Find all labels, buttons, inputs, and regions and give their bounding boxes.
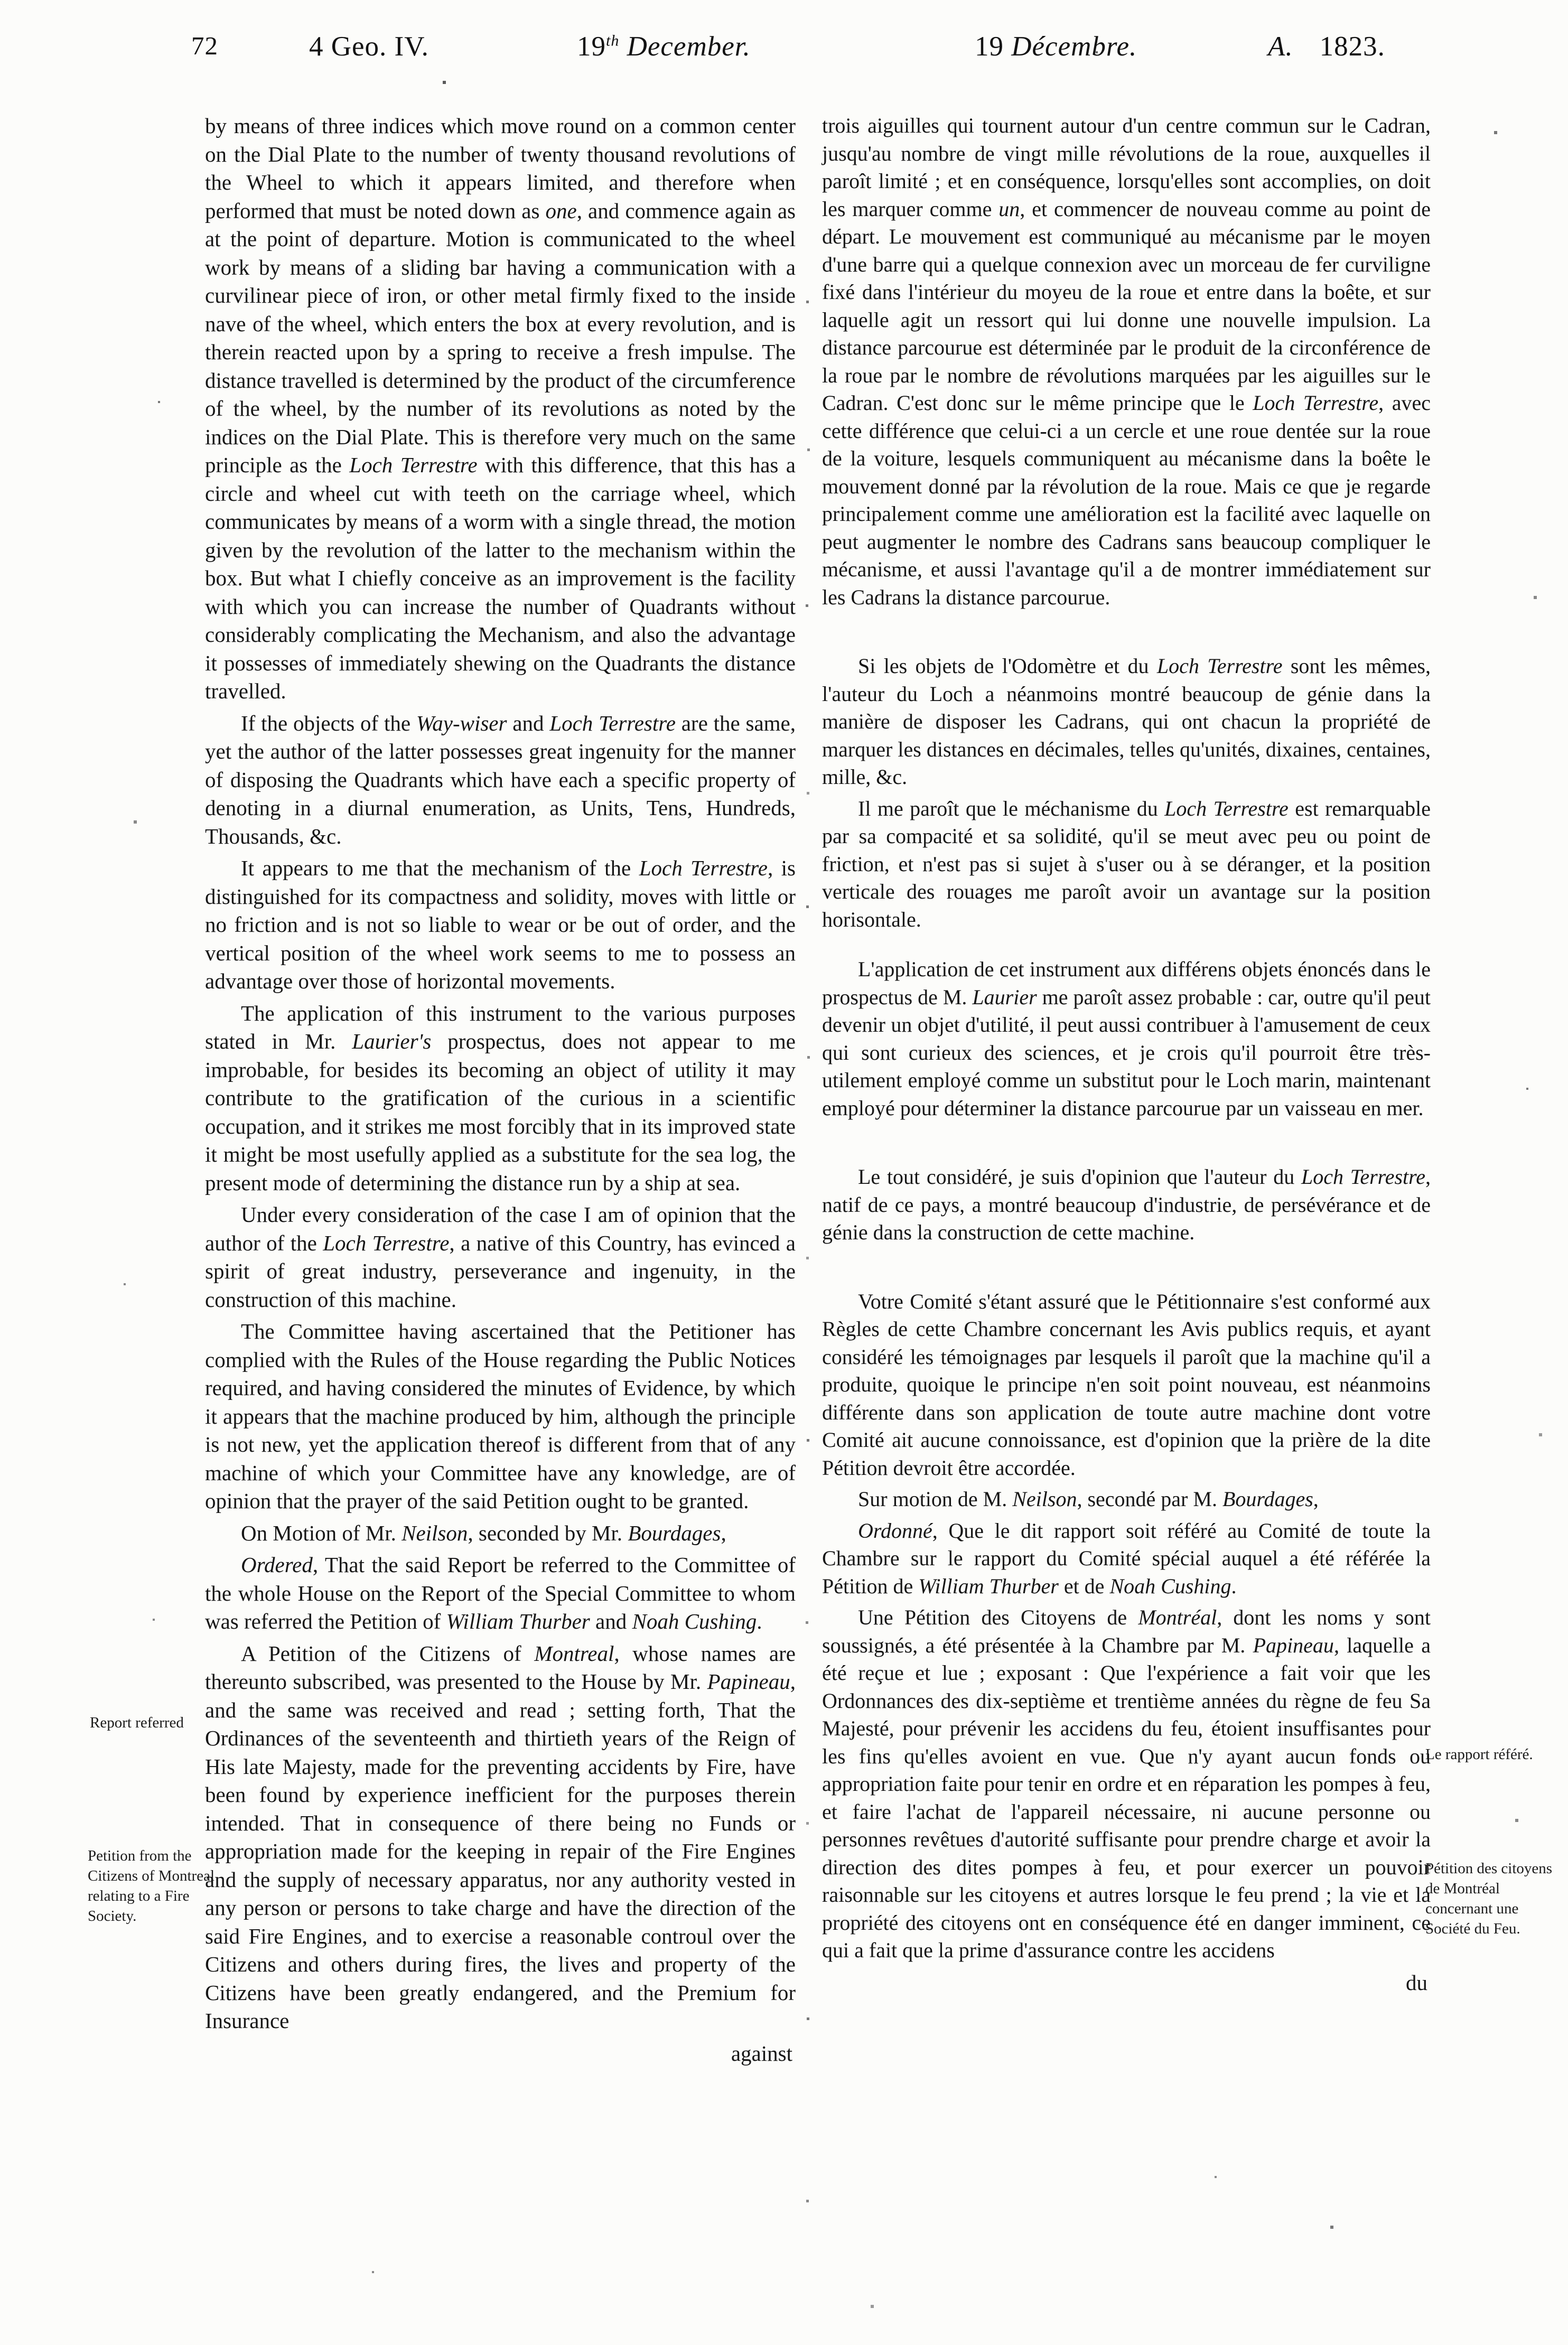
date-fr-day: 19 bbox=[975, 31, 1004, 62]
margin-note-fire-petition-fr: Pétition des citoyens de Montréal concernant une Société du Feu. bbox=[1425, 1860, 1553, 1937]
page-number: 72 bbox=[191, 31, 218, 60]
paragraph-fr-6: Votre Comité s'étant assuré que le Pétitionnaire s'est conformé aux Règles de cette Chambre concernant les Avis publics requis, et ayant considéré les témoignages par lesquels il paroît que la machine qu'il a produite, quoique le principe n'en soit point nouveau, est néanmoins différente dans son application de toute autre machine dont votre Comité ait aucune connoissance, est d'opinion que la prière de la dite Pétition devroit être accordée. bbox=[822, 1289, 1431, 1480]
catchword-en: against bbox=[731, 2041, 792, 2066]
paragraph-en-4: The application of this instrument to the various purposes stated in Mr. Laurier's prospectus, does not appear to me improbable, for besides its becoming an object of utility it may contribute to the gratification of the curious in a scientific occupation, and it strikes me most forcibly that in its improved state it might be most usefully applied as a substitute for the sea log, the present mode of determining the distance run by a ship at sea. bbox=[205, 1001, 796, 1195]
paragraph-fr-8: Ordonné, Que le dit rapport soit référé au Comité de toute la Chambre sur le rapport du Comité spécial auquel a été référée la Pétition de William Thurber et de Noah Cushing. bbox=[822, 1518, 1431, 1598]
paragraph-fr-3: Il me paroît que le méchanisme du Loch Terrestre est remarquable par sa compacité et sa solidité, qu'il se meut avec peu ou point de friction, et n'est pas si sujet à s'user ou à se déranger, et la position verticale des rouages me paroît avoir un avantage sur la position horisontale. bbox=[822, 796, 1431, 931]
paragraph-fr-2: Si les objets de l'Odomètre et du Loch Terrestre sont les mêmes, l'auteur du Loch a néanmoins montré beaucoup de génie dans la manière de disposer les Cadrans, qui ont chacun la propriété de marquer les distances en décimales, telles qu'unités, dixaines, centaines, mille, &c. bbox=[822, 654, 1431, 789]
year: 1823. bbox=[1319, 31, 1385, 62]
paragraph-en-5: Under every consideration of the case I am of opinion that the author of the Loch Terrestre, a native of this Country, has evinced a spirit of great industry, perseverance and ingenuity, in the construction of this machine. bbox=[205, 1202, 796, 1312]
paragraph-fr-7: Sur motion de M. Neilson, secondé par M. Bourdages, bbox=[858, 1487, 1319, 1511]
paragraph-en-8: Ordered, That the said Report be referred to the Committee of the whole House on the Report of the Special Committee to whom was referred the Petition of William Thurber and Noah Cushing. bbox=[205, 1553, 796, 1633]
paragraph-fr-4: L'application de cet instrument aux différens objets énoncés dans le prospectus de M. Laurier me paroît assez probable : car, outre qu'il peut devenir un objet d'utilité, il peut aussi contribuer à l'amusement de ceux qui sont curieux des sciences, et je crois qu'il pourroit être très-utilement employé comme un substitut pour le Loch marin, maintenant employé pour déterminer la distance parcourue par un vaisseau en mer. bbox=[822, 957, 1431, 1120]
text-columns bbox=[205, 112, 1431, 2068]
paragraph-en-6: The Committee having ascertained that the Petitioner has complied with the Rules of the House regarding the Public Notices required, and having considered the minutes of Evidence, by which it appears that the machine produced by him, although the principle is not new, yet the application thereof is different from that of any machine of which your Committee have any knowledge, are of opinion that the prayer of the said Petition ought to be granted. bbox=[205, 1319, 796, 1513]
anno-abbrev: A. bbox=[1268, 31, 1293, 62]
gutter-scan-dots bbox=[807, 127, 808, 128]
scan-speckles bbox=[0, 0, 1, 1]
paragraph-fr-9: Une Pétition des Citoyens de Montréal, dont les noms y sont soussignés, a été présentée à la Chambre par M. Papineau, laquelle a été reçue et lue ; exposant : Que l'expérience a fait voir que les Ordonnances des dix-septième et trentième années du règne de feu Sa Majesté, pour prévenir les accidens du feu, étoient insuffisantes pour les fins qu'elles avoient en vue. Que n'y ayant aucun fonds ou appropriation faite pour tenir en ordre et en réparation les pompes à feu, et faire l'achat de l'appareil nécessaire, ni aucune personne ou personnes revêtues d'autorité suffisante pour prendre charge et avoir la direction des dites pompes à feu, et pour exercer un pouvoir raisonnable sur les citoyens et autres lorsque le feu prend ; la vie et la propriété des citoyens ont en conséquence été en danger imminent, ce qui a fait que la prime d'assurance contre les accidens bbox=[822, 1605, 1431, 1962]
running-head bbox=[0, 0, 1568, 90]
column-french bbox=[822, 112, 1431, 2068]
paragraph-en-2: If the objects of the Way-wiser and Loch Terrestre are the same, yet the author of the latter possesses great ingenuity for the manner of disposing the Quadrants which have each a specific property of denoting in a diurnal enumeration, as Units, Tens, Hundreds, Thousands, &c. bbox=[205, 711, 796, 848]
paragraph-en-9: A Petition of the Citizens of Montreal, whose names are thereunto subscribed, was presented to the House by Mr. Papineau, and the same was received and read ; setting forth, That the Ordinances of the seventeenth and thirtieth years of the Reign of His late Majesty, made for the preventing accidents by Fire, have been found by experience inefficient for the purposes therein intended. That in consequence of there being no Funds or appropriation made for the keeping in repair of the Fire Engines and the supply of necessary apparatus, nor any authority vested in any person or persons to take charge and have the direction of the said Fire Engines, and to exercise a reasonable controul over the Citizens and others during fires, the lives and property of the Citizens have been greatly endangered, and the Premium for Insurance bbox=[205, 1641, 796, 2033]
date-en-ordinal: th bbox=[606, 32, 620, 50]
date-fr-month: Décembre. bbox=[1011, 31, 1137, 62]
column-english bbox=[205, 112, 796, 2068]
regnal-year: 4 Geo. IV. bbox=[309, 31, 429, 62]
margin-note-report-referred-fr: Le rapport référé. bbox=[1425, 1746, 1533, 1763]
date-en-month: December. bbox=[627, 31, 751, 62]
paragraph-fr-1: trois aiguilles qui tournent autour d'un centre commun sur le Cadran, jusqu'au nombre de vingt mille révolutions de la roue, auxquelles il paroît limité ; et en conséquence, lorsqu'elles sont accomplies, on doit les marquer comme un, et commencer de nouveau comme au point de départ. Le mouvement est communiqué au mécanisme par le moyen d'une barre qui a quelque connexion avec un morceau de fer curviligne fixé dans l'intérieur du moyeu de la roue et entre dans la boête, et sur laquelle agit un ressort qui lui donne une nouvelle impulsion. La distance parcourue est déterminée par le produit de la circonférence de la roue par le nombre de révolutions marquées par les aiguilles sur le Cadran. C'est donc sur le même principe que le Loch Terrestre, avec cette différence que celui-ci a un cercle et une roue dentée sur la roue de la voiture, lesquels communiquent au mécanisme dans la boête le mouvement donné par la révolution de la roue. Mais ce que je regarde principalement comme une amélioration est la facilité avec laquelle on peut augmenter le nombre des Cadrans sans beaucoup compliquer le mécanisme, et aussi l'avantage qu'il a de montrer immédiatement sur les Cadrans la distance parcourue. bbox=[822, 114, 1431, 609]
catchword-fr: du bbox=[1406, 1970, 1427, 1995]
paragraph-en-7: On Motion of Mr. Neilson, seconded by Mr. Bourdages, bbox=[241, 1520, 726, 1545]
paragraph-en-1: by means of three indices which move round on a common center on the Dial Plate to the number of twenty thousand revolutions of the Wheel to which it appears limited, and therefore when performed that must be noted down as one, and commence again as at the point of departure. Motion is communicated to the wheel work by means of a sliding bar having a communication with a curvilinear piece of iron, or other metal firmly fixed to the inside nave of the wheel, which enters the box at every revolution, and is therein reacted upon by a spring to receive a fresh impulse. The distance travelled is determined by the product of the circumference of the wheel, by the number of its revolutions as noted by the indices on the Dial Plate. This is therefore very much on the same principle as the Loch Terrestre with this difference, that this has a circle and wheel cut with teeth on the carriage wheel, which communicates by means of a worm with a single thread, the motion given by the revolution of the latter to the mechanism within the box. But what I chiefly conceive as an improvement is the facility with which you can increase the number of Quadrants without considerably complicating the Mechanism, and also the advantage it possesses of immediately shewing on the Quadrants the distance travelled. bbox=[205, 114, 796, 703]
margin-note-report-referred-en: Report referred bbox=[90, 1714, 184, 1731]
paragraph-en-3: It appears to me that the mechanism of the Loch Terrestre, is distinguished for its compactness and solidity, moves with little or no friction and is not so liable to wear or be out of order, and the vertical position of the wheel work seems to me to possess an advantage over those of horizontal movements. bbox=[205, 856, 796, 993]
date-en-day: 19 bbox=[577, 31, 606, 62]
paragraph-fr-5: Le tout considéré, je suis d'opinion que l'auteur du Loch Terrestre, natif de ce pays, a montré beaucoup d'industrie, de persévérance et de génie dans la construction de cette machine. bbox=[822, 1165, 1431, 1244]
header-date-french bbox=[975, 31, 1137, 62]
header-date-english bbox=[577, 31, 751, 62]
header-anno-year bbox=[1268, 31, 1385, 62]
margin-note-fire-petition-en: Petition from the Citizens of Montreal relating to a Fire Society. bbox=[88, 1847, 215, 1924]
